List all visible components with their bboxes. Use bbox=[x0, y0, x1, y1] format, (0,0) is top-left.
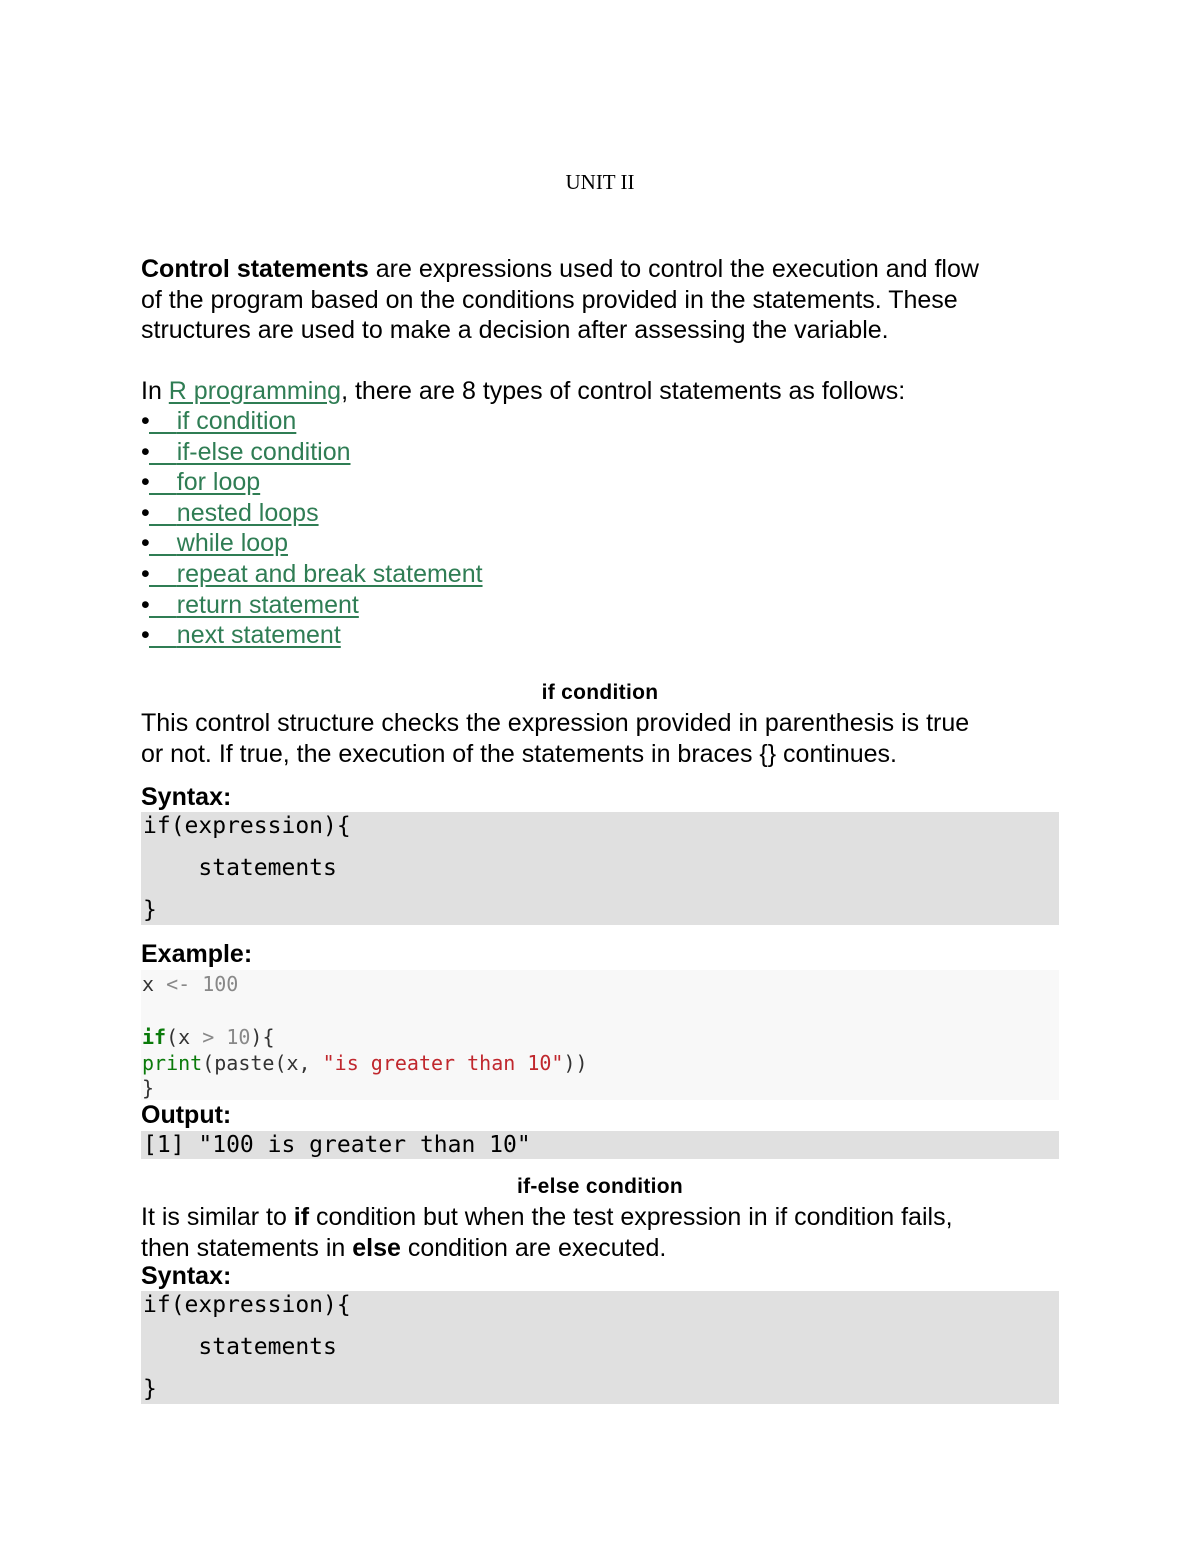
intro-line-3: structures are used to make a decision after assessing the variable. bbox=[141, 316, 889, 344]
toc-link-for-loop[interactable]: for loop bbox=[176, 468, 261, 497]
toc-link-return-statement[interactable]: return statement bbox=[176, 590, 359, 619]
list-item bbox=[141, 528, 483, 559]
if-example-label: Example: bbox=[141, 940, 253, 968]
code-line: if(x > 10){ bbox=[142, 1025, 275, 1049]
if-else-condition-heading: if-else condition bbox=[516, 1175, 684, 1198]
list-item bbox=[141, 620, 483, 651]
if-example-code-block bbox=[141, 970, 1059, 1100]
bullet-icon: • bbox=[141, 590, 150, 619]
code-line: if(expression){ bbox=[143, 813, 351, 839]
control-statements-list bbox=[141, 406, 483, 651]
code-line: statements bbox=[143, 1334, 337, 1360]
code-line: print(paste(x, "is greater than 10")) bbox=[142, 1051, 588, 1075]
code-line: } bbox=[143, 1376, 157, 1402]
list-item bbox=[141, 406, 483, 437]
bullet-icon: • bbox=[141, 498, 150, 527]
toc-link-nested-loops[interactable]: nested loops bbox=[176, 498, 319, 527]
control-statements-term: Control statements bbox=[141, 255, 369, 283]
intro-line-1: Control statements are expressions used to control the execution and flow bbox=[141, 255, 979, 283]
if-syntax-label: Syntax: bbox=[141, 783, 232, 811]
unit-title: UNIT II bbox=[565, 170, 635, 194]
code-line: if(expression){ bbox=[143, 1292, 351, 1318]
code-line: } bbox=[142, 1076, 155, 1100]
bullet-icon: • bbox=[141, 621, 150, 650]
toc-link-if-condition[interactable]: if condition bbox=[176, 407, 297, 435]
list-item bbox=[141, 559, 483, 590]
r-programming-link[interactable]: R programming bbox=[168, 377, 342, 405]
if-syntax-code-block bbox=[141, 812, 1059, 925]
if-output-label: Output: bbox=[141, 1101, 232, 1129]
output-line: [1] "100 is greater than 10" bbox=[143, 1132, 531, 1158]
bullet-icon: • bbox=[141, 529, 150, 558]
list-item bbox=[141, 498, 483, 529]
toc-link-repeat-break[interactable]: repeat and break statement bbox=[176, 559, 483, 588]
list-item bbox=[141, 590, 483, 621]
code-line: } bbox=[143, 897, 157, 923]
bullet-icon: • bbox=[141, 407, 150, 435]
list-item bbox=[141, 467, 483, 498]
types-intro: In R programming, there are 8 types of control statements as follows: bbox=[141, 377, 906, 405]
bullet-icon: • bbox=[141, 437, 150, 466]
list-item bbox=[141, 437, 483, 468]
intro-paragraph bbox=[141, 254, 1061, 346]
bullet-icon: • bbox=[141, 468, 150, 497]
if-else-description: It is similar to if condition but when the test expression in if condition fails, then statements in else condition are executed. bbox=[141, 1203, 953, 1262]
if-else-syntax-label: Syntax: bbox=[141, 1262, 232, 1290]
toc-link-if-else-condition[interactable]: if-else condition bbox=[176, 437, 351, 466]
toc-link-next-statement[interactable]: next statement bbox=[176, 621, 341, 650]
code-line: statements bbox=[143, 855, 337, 881]
code-line: x <- 100 bbox=[142, 972, 239, 996]
bullet-icon: • bbox=[141, 559, 150, 588]
if-condition-description: This control structure checks the expression provided in parenthesis is true or not. If true, the execution of the statements in braces {} continues. bbox=[141, 709, 970, 768]
toc-link-while-loop[interactable]: while loop bbox=[176, 529, 288, 558]
if-condition-heading: if condition bbox=[541, 681, 659, 704]
if-output-block bbox=[141, 1131, 1059, 1159]
if-else-syntax-code-block bbox=[141, 1291, 1059, 1404]
intro-line-2: of the program based on the conditions provided in the statements. These bbox=[141, 285, 958, 314]
